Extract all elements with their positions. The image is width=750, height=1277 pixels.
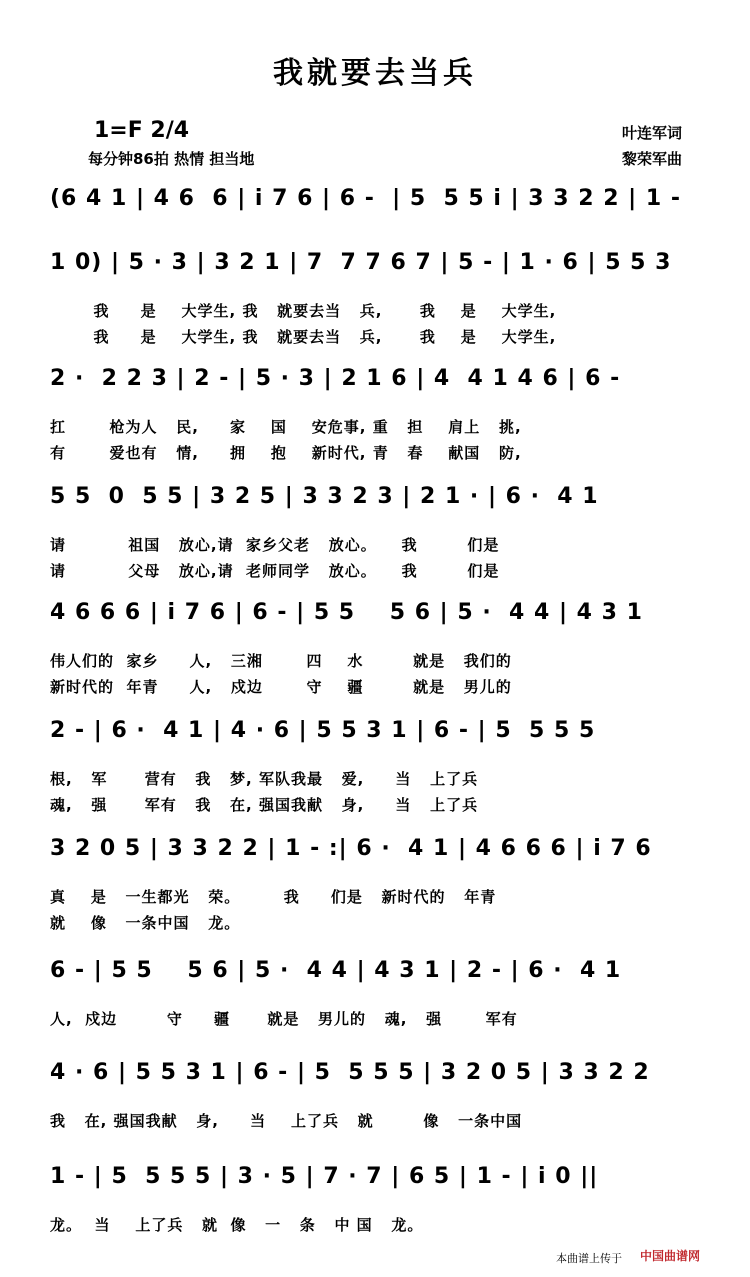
song-title: 我就要去当兵: [273, 56, 477, 91]
notation-line: 5 5 0 5 5 | 3 2 5 | 3 3 2 3 | 2 1 · | 6 · 4 1: [50, 484, 599, 509]
notation-line: (6 4 1 | 4 6 6 | i 7 6 | 6 - | 5 5 5 i | 3 3 2 2 | 1 -: [50, 186, 681, 211]
upload-note: 本曲谱上传于: [556, 1252, 622, 1265]
notation-line: 3 2 0 5 | 3 3 2 2 | 1 - :| 6 · 4 1 | 4 6 6 6 | i 7 6: [50, 836, 652, 861]
composer-credit: 黎荣军曲: [622, 150, 683, 168]
notation-line: 1 - | 5 5 5 5 | 3 · 5 | 7 · 7 | 6 5 | 1 - | i 0 ||: [50, 1164, 599, 1189]
notation-line: 4 · 6 | 5 5 3 1 | 6 - | 5 5 5 5 | 3 2 0 5 | 3 3 2 2: [50, 1060, 650, 1085]
notation-line: 2 · 2 2 3 | 2 - | 5 · 3 | 2 1 6 | 4 4 1 4 6 | 6 -: [50, 366, 621, 391]
lyric-verse-1: 伟人们的 家乡 人, 三湘 四 水 就是 我们的: [50, 652, 512, 670]
key-signature: 1=F 2/4: [94, 118, 190, 143]
notation-line: 2 - | 6 · 4 1 | 4 · 6 | 5 5 3 1 | 6 - | 5 5 5 5: [50, 718, 596, 743]
lyric-verse-1: 真 是 一生都光 荣。 我 们是 新时代的 年青: [50, 888, 497, 906]
lyric-verse-1: 我 是 大学生, 我 就要去当 兵, 我 是 大学生,: [50, 302, 557, 320]
tempo-marking: 每分钟86拍 热情 担当地: [88, 150, 255, 168]
notation-line: 6 - | 5 5 5 6 | 5 · 4 4 | 4 3 1 | 2 - | 6 · 4 1: [50, 958, 622, 983]
notation-line: 4 6 6 6 | i 7 6 | 6 - | 5 5 5 6 | 5 · 4 4 | 4 3 1: [50, 600, 643, 625]
lyric-verse-1: 根, 军 营有 我 梦, 军队我最 爱, 当 上了兵: [50, 770, 479, 788]
lyric-verse-1: 人, 戍边 守 疆 就是 男儿的 魂, 强 军有: [50, 1010, 518, 1028]
lyric-verse-2: 有 爱也有 情, 拥 抱 新时代, 青 春 献国 防,: [50, 444, 522, 462]
lyric-verse-1: 扛 枪为人 民, 家 国 安危事, 重 担 肩上 挑,: [50, 418, 522, 436]
lyric-verse-2: 魂, 强 军有 我 在, 强国我献 身, 当 上了兵: [50, 796, 479, 814]
lyric-verse-1: 请 祖国 放心,请 家乡父老 放心。 我 们是: [50, 536, 500, 554]
lyricist-credit: 叶连军词: [622, 124, 683, 142]
lyric-verse-2: 请 父母 放心,请 老师同学 放心。 我 们是: [50, 562, 500, 580]
lyric-verse-1: 龙。 当 上了兵 就 像 一 条 中 国 龙。: [50, 1216, 424, 1234]
notation-line: 1 0) | 5 · 3 | 3 2 1 | 7 7 7 6 7 | 5 - | 1 · 6 | 5 5 3: [50, 250, 672, 275]
lyric-verse-2: 就 像 一条中国 龙。: [50, 914, 241, 932]
lyric-verse-2: 我 是 大学生, 我 就要去当 兵, 我 是 大学生,: [50, 328, 557, 346]
lyric-verse-1: 我 在, 强国我献 身, 当 上了兵 就 像 一条中国: [50, 1112, 523, 1130]
site-logo: 中国曲谱网: [640, 1249, 701, 1263]
lyric-verse-2: 新时代的 年青 人, 戍边 守 疆 就是 男儿的: [50, 678, 512, 696]
